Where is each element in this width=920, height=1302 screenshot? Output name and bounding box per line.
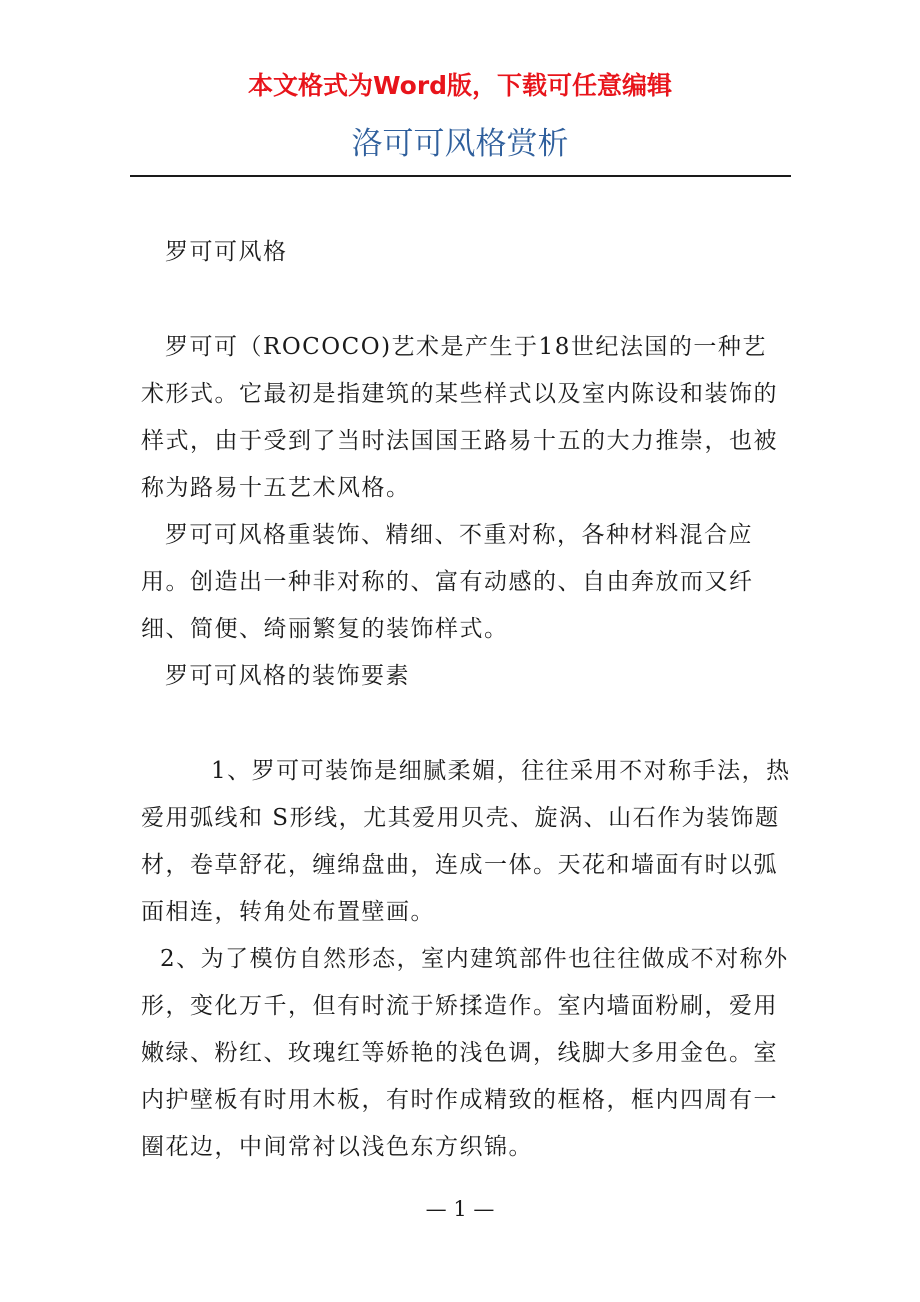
paragraph-characteristics: 罗可可风格重装饰、精细、不重对称，各种材料混合应用。创造出一种非对称的、富有动感的、自由奔放而又纤细、简便、绮丽繁复的装饰样式。 bbox=[141, 522, 754, 642]
document-body bbox=[141, 229, 791, 1171]
section-heading-elements: 罗可可风格的装饰要素 bbox=[165, 663, 410, 689]
section-heading-rococo: 罗可可风格 bbox=[165, 239, 288, 265]
list-item-2: 2、为了模仿自然形态，室内建筑部件也往往做成不对称外形，变化万千，但有时流于矫揉造作。室内墙面粉刷，爱用嫩绿、粉红、玫瑰红等娇艳的浅色调，线脚大多用金色。室内护壁板有时用木板，有时作成精致的框格，框内四周有一圈花边，中间常衬以浅色东方织锦。 bbox=[141, 946, 789, 1160]
format-notice-banner: 本文格式为Word版，下载可任意编辑 bbox=[247, 71, 673, 100]
page-number: — 1 — bbox=[425, 1197, 495, 1221]
paragraph-intro: 罗可可（ROCOCO)艺术是产生于18世纪法国的一种艺术形式。它最初是指建筑的某些样式以及室内陈设和装饰的样式，由于受到了当时法国国王路易十五的大力推崇，也被称为路易十五艺术风格。 bbox=[141, 334, 778, 501]
list-item-1: 1、罗可可装饰是细腻柔媚，往往采用不对称手法，热爱用弧线和 S形线，尤其爱用贝壳、旋涡、山石作为装饰题材，卷草舒花，缠绵盘曲，连成一体。天花和墙面有时以弧面相连，转角处布置壁画。 bbox=[141, 758, 791, 925]
document-title: 洛可可风格赏析 bbox=[351, 126, 569, 162]
title-divider bbox=[130, 175, 791, 177]
